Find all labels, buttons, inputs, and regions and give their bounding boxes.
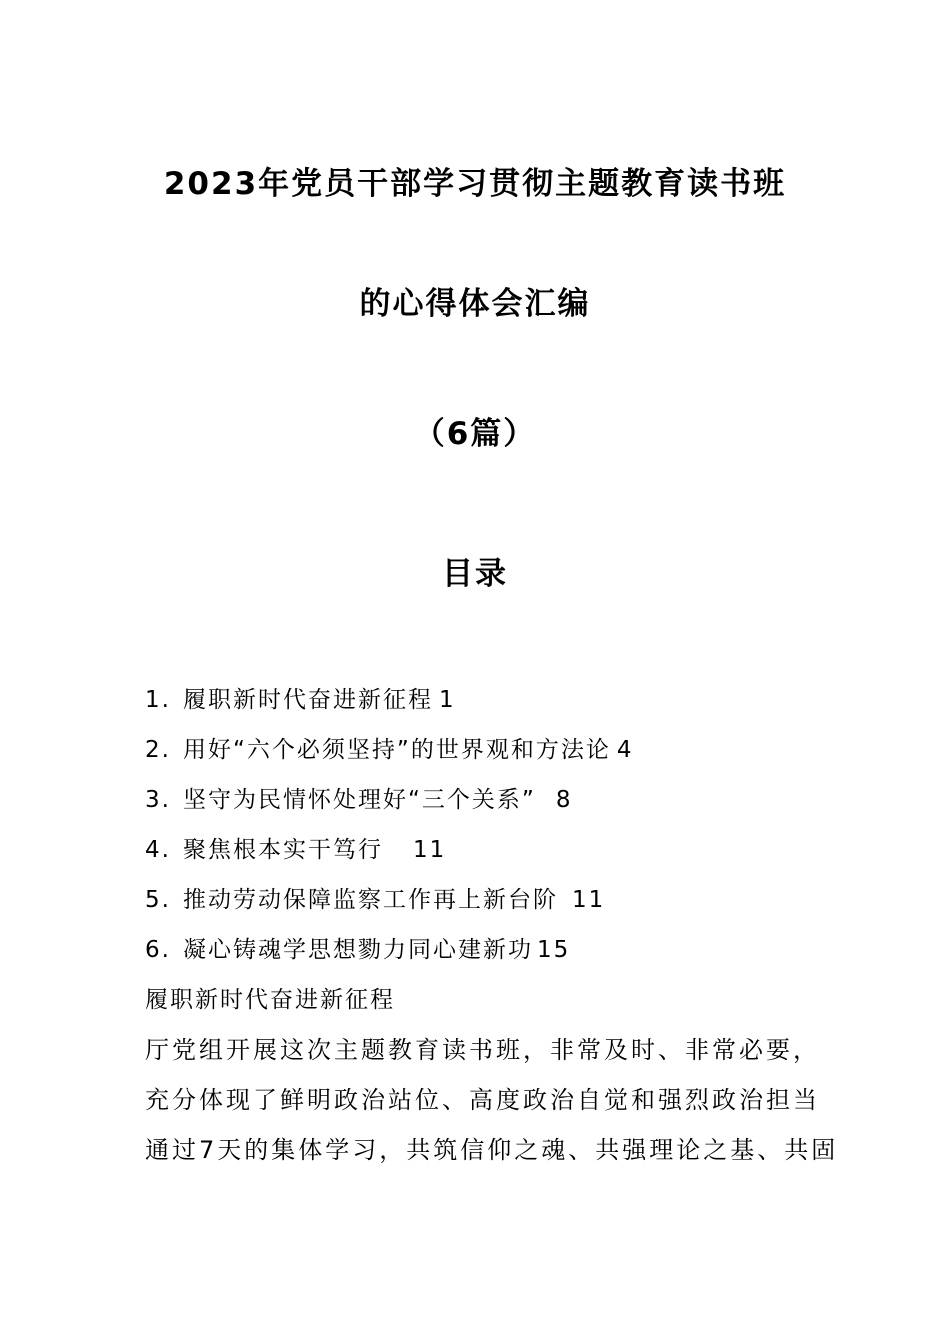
article-body-line-3: 通过7天的集体学习，共筑信仰之魂、共强理论之基、共固 <box>145 1136 839 1164</box>
toc-item-5[interactable] <box>145 883 845 933</box>
table-of-contents <box>145 683 845 983</box>
toc-item-text: 坚守为民情怀处理好“三个关系” <box>183 787 536 813</box>
toc-item-number: 1. <box>145 687 171 713</box>
article-body-line-2: 充分体现了鲜明政治站位、高度政治自觉和强烈政治担当 <box>145 1086 820 1114</box>
toc-heading: 目录 <box>442 556 508 592</box>
toc-item-2[interactable] <box>145 733 845 783</box>
toc-item-page: 8 <box>555 787 573 813</box>
document-title-line-2: 的心得体会汇编 <box>359 286 591 322</box>
toc-item-page: 4 <box>616 737 634 763</box>
toc-item-text: 履职新时代奋进新征程 <box>183 687 433 713</box>
toc-item-number: 2. <box>145 737 171 763</box>
toc-item-1[interactable] <box>145 683 845 733</box>
toc-item-page: 11 <box>572 887 606 913</box>
document-title-count: （6篇） <box>413 416 537 452</box>
article-body-line-1: 厅党组开展这次主题教育读书班，非常及时、非常必要， <box>145 1036 820 1064</box>
toc-item-4[interactable] <box>145 833 845 883</box>
toc-item-page: 1 <box>439 687 456 713</box>
toc-item-number: 3. <box>145 787 171 813</box>
article-title: 履职新时代奋进新征程 <box>145 987 395 1013</box>
toc-item-page: 11 <box>413 837 447 863</box>
toc-item-page: 15 <box>537 937 571 963</box>
toc-item-number: 6. <box>145 937 171 963</box>
toc-item-number: 5. <box>145 887 171 913</box>
toc-item-text: 凝心铸魂学思想勠力同心建新功 <box>183 937 533 963</box>
toc-item-6[interactable] <box>145 933 845 983</box>
toc-item-3[interactable] <box>145 783 845 833</box>
toc-item-text: 推动劳动保障监察工作再上新台阶 <box>183 887 558 913</box>
document-title-line-1: 2023年党员干部学习贯彻主题教育读书班 <box>163 166 787 202</box>
toc-item-text: 用好“六个必须坚持”的世界观和方法论 <box>183 737 611 763</box>
toc-item-text: 聚焦根本实干笃行 <box>183 837 383 863</box>
toc-item-number: 4. <box>145 837 171 863</box>
